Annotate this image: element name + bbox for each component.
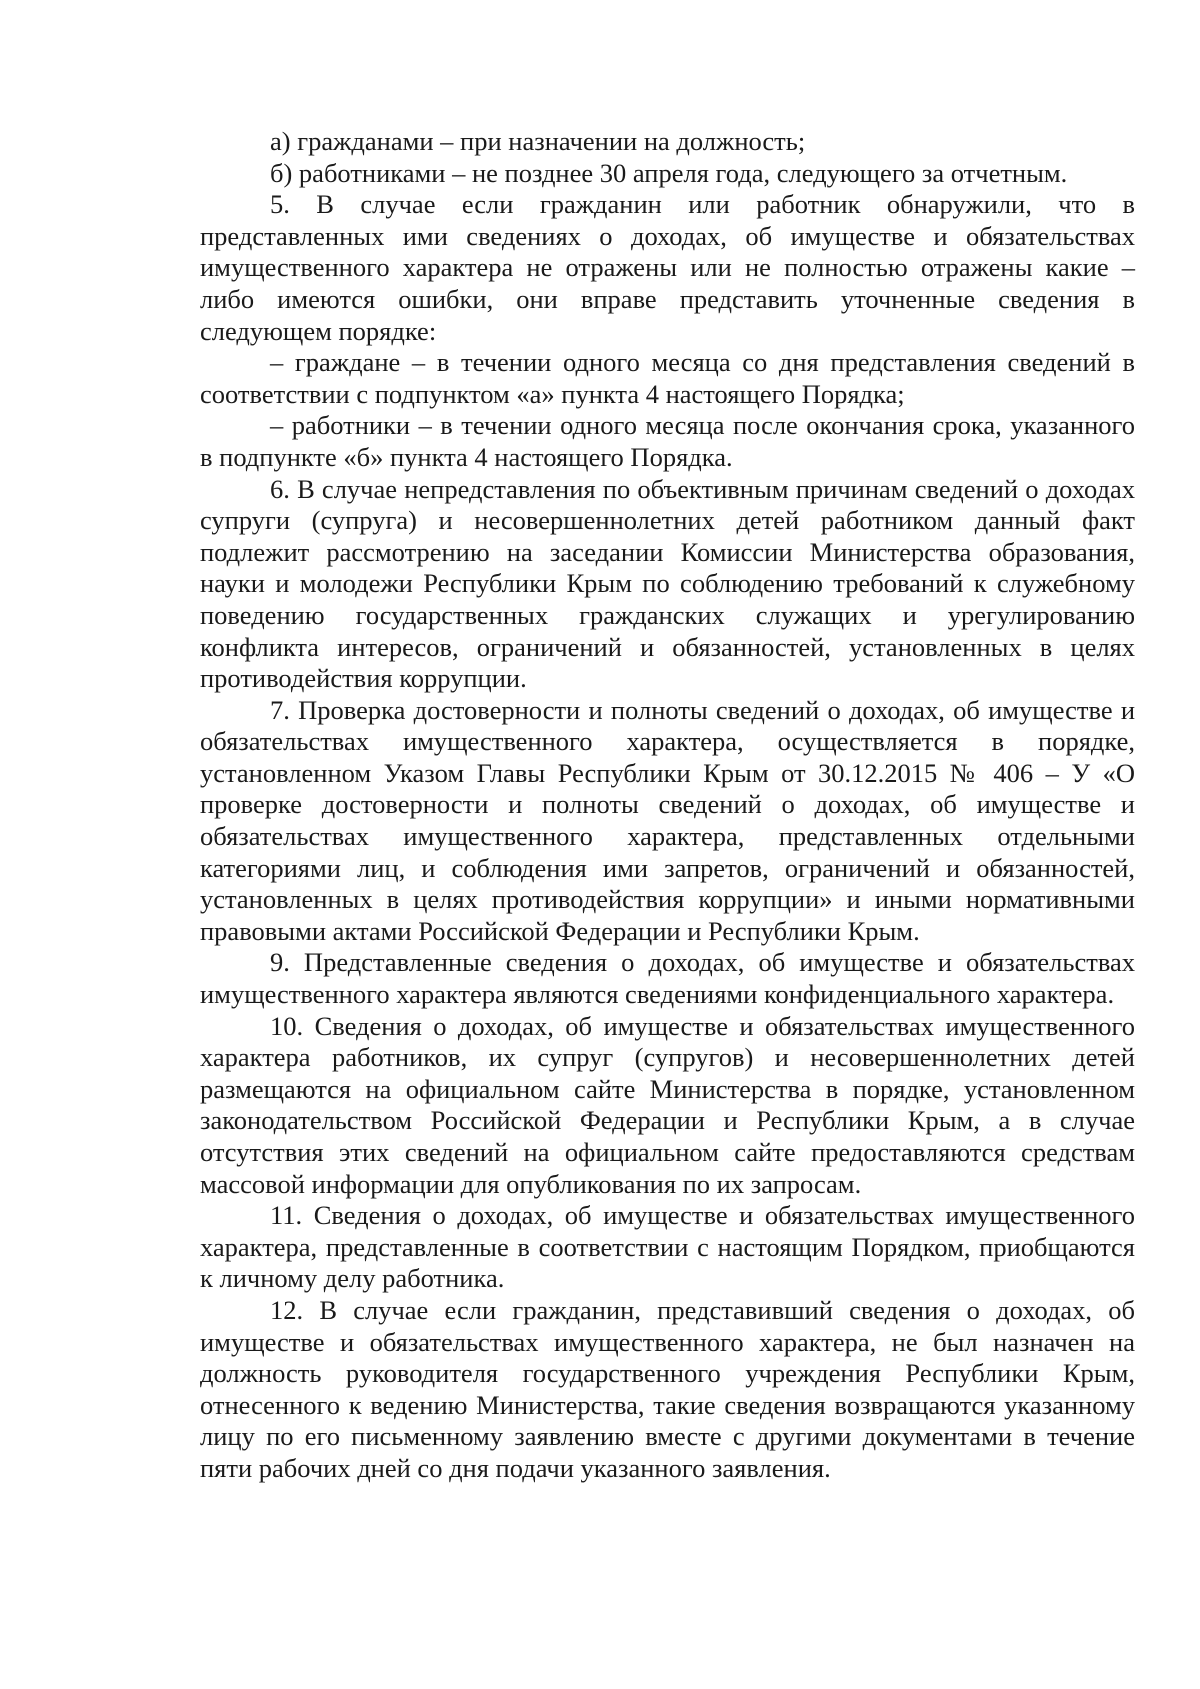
document-page: [200, 126, 1135, 1485]
paragraph-item-b: б) работниками – не позднее 30 апреля года, следующего за отчетным.: [270, 157, 1068, 188]
paragraph-7: 7. Проверка достоверности и полноты сведений о доходах, об имуществе и обязательствах имущественного характера, осуществляется в порядке, установленном Указом Главы Республики Крым от 30.12.2015 № 406 – У «О проверке достоверности и полноты сведений о доходах, об имуществе и обязательствах имущественного характера, представленных отдельными категориями лиц, и соблюдения ими запретов, ограничений и обязанностей, установленных в целях противодействия коррупции» и иными нормативными правовыми актами Российской Федерации и Республики Крым.: [200, 694, 1135, 946]
paragraph-9: 9. Представленные сведения о доходах, об имуществе и обязательствах имущественного характера являются сведениями конфиденциального характера.: [200, 947, 1135, 1010]
paragraph-item-a: а) гражданами – при назначении на должность;: [270, 126, 806, 156]
paragraph-5-employees: – работники – в течении одного месяца после окончания срока, указанного в подпункте «б» пункта 4 настоящего Порядка.: [200, 410, 1135, 472]
paragraph-12: 12. В случае если гражданин, представивший сведения о доходах, об имуществе и обязательствах имущественного характера, не был назначен на должность руководителя государственного учреждения Республики Крым, отнесенного к ведению Министерства, такие сведения возвращаются указанному лицу по его письменному заявлению вместе с другими документами в течение пяти рабочих дней со дня подачи указанного заявления.: [200, 1294, 1135, 1483]
paragraph-11: 11. Сведения о доходах, об имуществе и обязательствах имущественного характера, представленные в соответствии с настоящим Порядком, приобщаются к личному делу работника.: [200, 1200, 1135, 1294]
paragraph-5: 5. В случае если гражданин или работник обнаружили, что в представленных ими сведениях о доходах, об имуществе и обязательствах имущественного характера не отражены или не полностью отражены какие – либо имеются ошибки, они вправе представить уточненные сведения в следующем порядке:: [200, 189, 1135, 346]
paragraph-5-citizens: – граждане – в течении одного месяца со дня представления сведений в соответствии с подпунктом «а» пункта 4 настоящего Порядка;: [200, 347, 1135, 409]
paragraph-10: 10. Сведения о доходах, об имуществе и обязательствах имущественного характера работников, их супруг (супругов) и несовершеннолетних детей размещаются на официальном сайте Министерства в порядке, установленном законодательством Российской Федерации и Республики Крым, а в случае отсутствия этих сведений на официальном сайте предоставляются средствам массовой информации для опубликования по их запросам.: [200, 1010, 1135, 1199]
paragraph-6: 6. В случае непредставления по объективным причинам сведений о доходах супруги (супруга) и несовершеннолетних детей работником данный факт подлежит рассмотрению на заседании Комиссии Министерства образования, науки и молодежи Республики Крым по соблюдению требований к служебному поведению государственных гражданских служащих и урегулированию конфликта интересов, ограничений и обязанностей, установленных в целях противодействия коррупции.: [200, 473, 1135, 694]
